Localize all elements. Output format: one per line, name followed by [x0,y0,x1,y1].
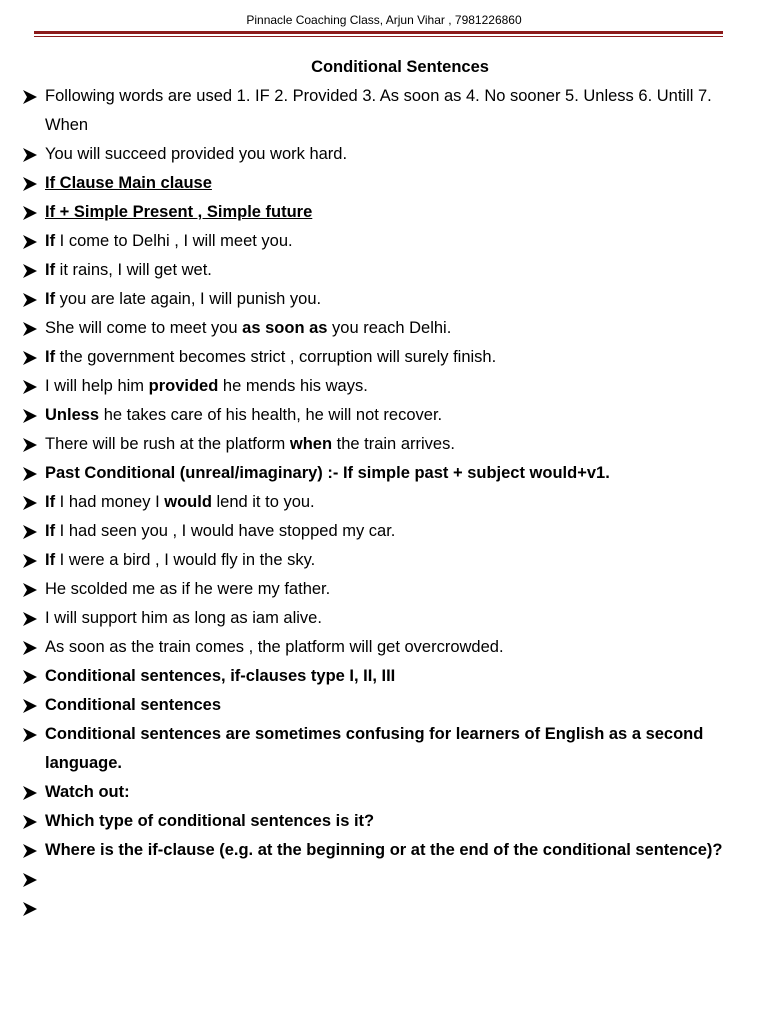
arrowhead-bullet-icon [22,814,38,830]
list-item-text: If + Simple Present , Simple future [45,203,313,221]
arrowhead-bullet-icon [22,698,38,714]
list-item [0,314,768,343]
list-item-text: She will come to meet you [45,319,243,337]
arrowhead-bullet-icon [22,321,38,337]
list-item [0,256,768,285]
list-item-text: If [45,232,56,250]
arrowhead-bullet-icon [22,582,38,598]
arrowhead-bullet-icon [22,843,38,859]
list-item [0,546,768,575]
list-item-text: If [45,493,56,511]
list-item [0,778,768,807]
list-item-text: If [45,522,56,540]
arrowhead-bullet-icon [22,379,38,395]
list-item-text: you reach Delhi. [327,319,452,337]
arrowhead-bullet-icon [22,437,38,453]
arrowhead-bullet-icon [22,234,38,250]
list-item-text: Where is the if-clause (e.g. at the beginning or at the end of the conditional sentence)? [45,841,723,859]
list-item [0,343,768,372]
list-item [0,488,768,517]
list-item-text: Conditional sentences [45,696,222,714]
arrowhead-bullet-icon [22,147,38,163]
list-item [0,517,768,546]
arrowhead-bullet-icon [22,640,38,656]
list-item-text: He scolded me as if he were my father. [45,580,331,598]
arrowhead-bullet-icon [22,89,38,105]
arrowhead-bullet-icon [22,901,38,917]
list-item-text: provided [148,377,219,395]
arrowhead-bullet-icon [22,785,38,801]
list-item [0,662,768,691]
list-item-text: Following words are used 1. IF 2. Provided 3. As soon as 4. No sooner 5. Unless 6. Untill 7. When [45,87,712,134]
list-item-text: I will support him as long as iam alive. [45,609,322,627]
list-item-text: Past Conditional (unreal/imaginary) :- If simple past + subject would+v1. [45,464,610,482]
list-item-text: If [45,261,56,279]
list-item-text: the government becomes strict , corruption will surely finish. [55,348,497,366]
arrowhead-bullet-icon [22,176,38,192]
list-item-text: I come to Delhi , I will meet you. [55,232,293,250]
list-item [0,430,768,459]
list-item-text: Conditional sentences, if-clauses type I, II, III [45,667,396,685]
list-item-text: If [45,290,56,308]
list-item [0,575,768,604]
list-item [0,227,768,256]
list-item [0,401,768,430]
list-item-text: I had seen you , I would have stopped my car. [55,522,396,540]
list-item [0,82,768,140]
header-rule-thin [34,36,723,37]
list-item [0,894,768,923]
list-item-text: Which type of conditional sentences is it? [45,812,375,830]
list-item-text: when [289,435,333,453]
list-item-text: As soon as the train comes , the platform will get overcrowded. [45,638,504,656]
list-item [0,198,768,227]
arrowhead-bullet-icon [22,669,38,685]
list-item-text: you are late again, I will punish you. [55,290,322,308]
list-item-text: Conditional sentences are sometimes confusing for learners of English as a second language. [45,725,704,772]
list-item [0,836,768,865]
list-item-text: he takes care of his health, he will not recover. [99,406,443,424]
arrowhead-bullet-icon [22,292,38,308]
list-item-text: If [45,348,56,366]
list-item-text: the train arrives. [332,435,455,453]
list-item-text: he mends his ways. [218,377,368,395]
arrowhead-bullet-icon [22,611,38,627]
list-item-text: would [164,493,212,511]
list-item [0,691,768,720]
arrowhead-bullet-icon [22,524,38,540]
arrowhead-bullet-icon [22,727,38,743]
list-item-text: I had money I [55,493,165,511]
list-item-text: it rains, I will get wet. [55,261,212,279]
list-item [0,807,768,836]
page-header: Pinnacle Coaching Class, Arjun Vihar , 7981226860 [246,13,522,27]
list-item-text: I will help him [45,377,149,395]
document-title: Conditional Sentences [311,58,489,76]
arrowhead-bullet-icon [22,263,38,279]
list-item [0,459,768,488]
list-item-text: Watch out: [45,783,130,801]
list-item [0,720,768,778]
arrowhead-bullet-icon [22,205,38,221]
arrowhead-bullet-icon [22,495,38,511]
arrowhead-bullet-icon [22,350,38,366]
arrowhead-bullet-icon [22,553,38,569]
list-item-text: If Clause Main clause [45,174,212,192]
list-item [0,169,768,198]
list-item [0,865,768,894]
list-item [0,604,768,633]
list-item-text: as soon as [242,319,328,337]
list-item [0,633,768,662]
bullet-list [0,82,768,923]
arrowhead-bullet-icon [22,872,38,888]
arrowhead-bullet-icon [22,466,38,482]
arrowhead-bullet-icon [22,408,38,424]
header-rule-thick [34,31,723,34]
list-item [0,285,768,314]
list-item-text: I were a bird , I would fly in the sky. [55,551,316,569]
list-item [0,372,768,401]
list-item-text: There will be rush at the platform [45,435,290,453]
list-item-text: If [45,551,56,569]
list-item-text: lend it to you. [211,493,315,511]
list-item-text: Unless [45,406,100,424]
list-item [0,140,768,169]
list-item-text: You will succeed provided you work hard. [45,145,348,163]
